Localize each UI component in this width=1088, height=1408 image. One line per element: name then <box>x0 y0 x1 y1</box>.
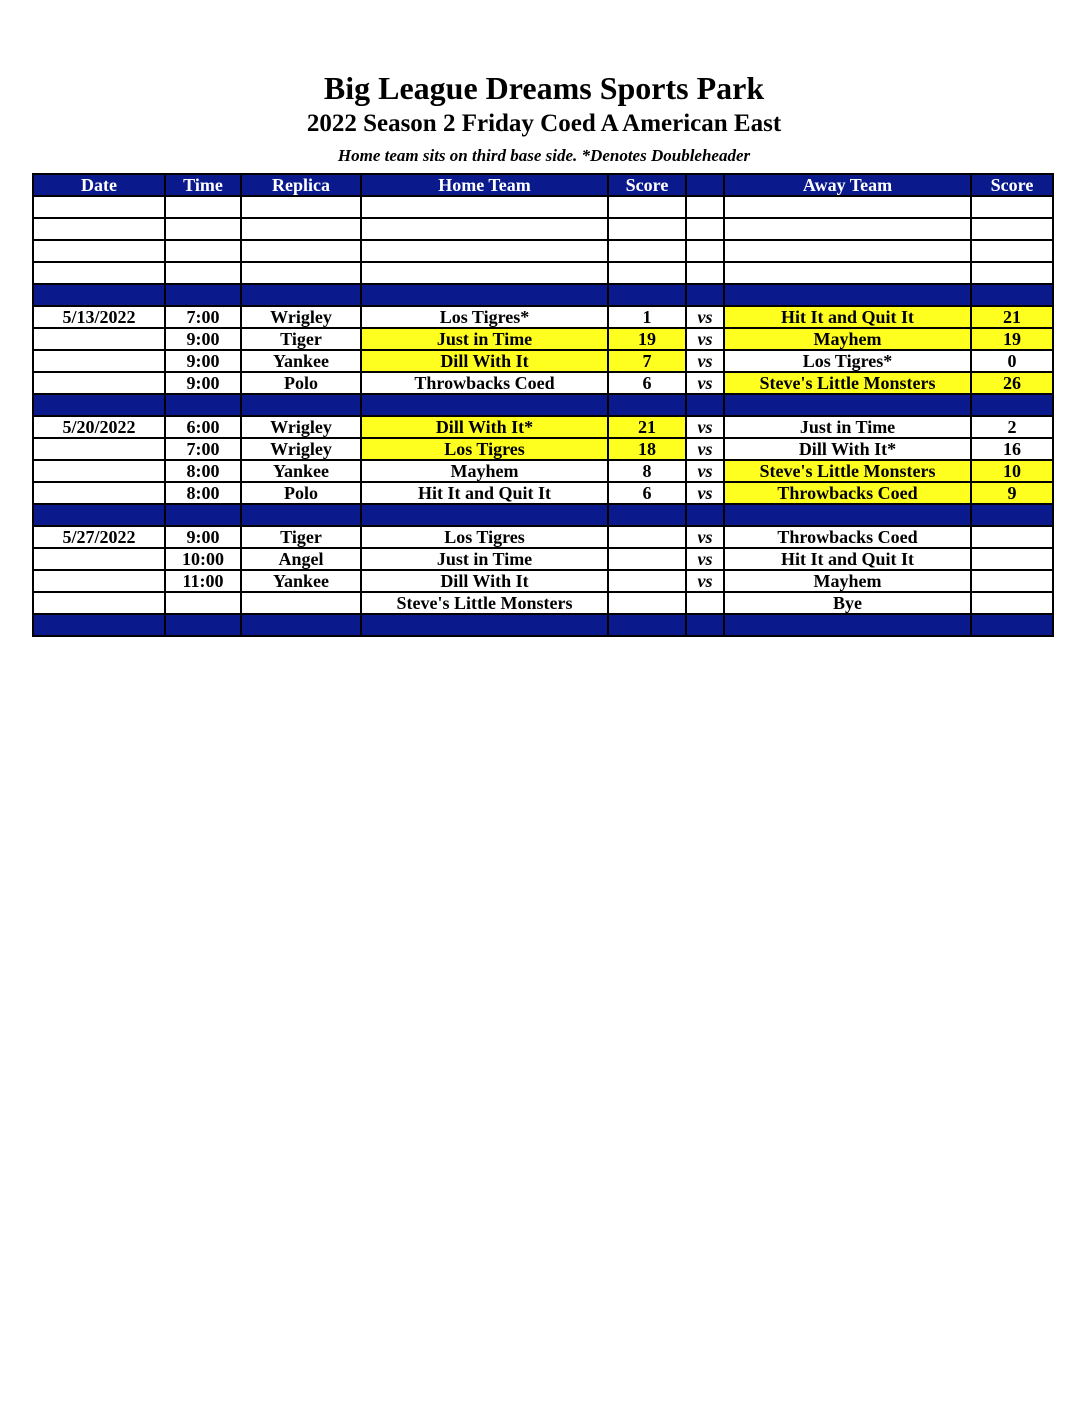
home-score-cell <box>608 196 686 218</box>
date-cell <box>33 196 165 218</box>
away-score-cell <box>971 592 1053 614</box>
time-cell: 9:00 <box>165 372 241 394</box>
replica-cell: Angel <box>241 548 361 570</box>
time-cell: 10:00 <box>165 548 241 570</box>
separator-cell <box>361 394 608 416</box>
vs-cell: vs <box>686 416 724 438</box>
away-team-cell: Bye <box>724 592 971 614</box>
page-title: Big League Dreams Sports Park <box>323 70 765 106</box>
separator-cell <box>724 394 971 416</box>
time-cell: 9:00 <box>165 328 241 350</box>
home-team-cell: Dill With It* <box>361 416 608 438</box>
home-team-cell: Dill With It <box>361 350 608 372</box>
away-team-cell: Just in Time <box>724 416 971 438</box>
time-cell: 7:00 <box>165 306 241 328</box>
game-row <box>33 306 1053 328</box>
col-header-date: Date <box>33 174 165 196</box>
away-score-cell: 16 <box>971 438 1053 460</box>
away-score-cell: 19 <box>971 328 1053 350</box>
date-cell <box>33 592 165 614</box>
time-cell: 7:00 <box>165 438 241 460</box>
time-cell: 11:00 <box>165 570 241 592</box>
separator-cell <box>971 394 1053 416</box>
away-team-cell: Throwbacks Coed <box>724 482 971 504</box>
replica-cell <box>241 262 361 284</box>
home-score-cell: 6 <box>608 372 686 394</box>
vs-cell: vs <box>686 350 724 372</box>
separator-cell <box>724 504 971 526</box>
replica-cell: Yankee <box>241 460 361 482</box>
home-team-cell: Just in Time <box>361 328 608 350</box>
time-cell <box>165 218 241 240</box>
date-cell <box>33 240 165 262</box>
col-header-home-score: Score <box>608 174 686 196</box>
vs-cell <box>686 262 724 284</box>
separator-cell <box>686 284 724 306</box>
away-team-cell <box>724 262 971 284</box>
separator-cell <box>361 614 608 636</box>
separator-cell <box>241 504 361 526</box>
date-cell <box>33 262 165 284</box>
home-team-cell: Dill With It <box>361 570 608 592</box>
vs-cell: vs <box>686 482 724 504</box>
time-cell: 8:00 <box>165 460 241 482</box>
home-team-cell: Mayhem <box>361 460 608 482</box>
separator-cell <box>686 394 724 416</box>
time-cell <box>165 592 241 614</box>
away-score-cell: 26 <box>971 372 1053 394</box>
separator-cell <box>608 284 686 306</box>
game-row <box>33 218 1053 240</box>
home-team-cell: Steve's Little Monsters <box>361 592 608 614</box>
col-header-home-team: Home Team <box>361 174 608 196</box>
time-cell <box>165 240 241 262</box>
away-team-cell: Hit It and Quit It <box>724 306 971 328</box>
home-team-cell: Los Tigres <box>361 438 608 460</box>
vs-cell: vs <box>686 328 724 350</box>
game-row <box>33 350 1053 372</box>
home-team-cell: Throwbacks Coed <box>361 372 608 394</box>
home-score-cell <box>608 262 686 284</box>
date-cell: 5/20/2022 <box>33 416 165 438</box>
replica-cell: Yankee <box>241 570 361 592</box>
schedule-table <box>32 173 1054 637</box>
time-cell <box>165 196 241 218</box>
separator-cell <box>241 394 361 416</box>
separator-cell <box>971 284 1053 306</box>
time-cell: 9:00 <box>165 526 241 548</box>
separator-cell <box>608 504 686 526</box>
away-team-cell: Throwbacks Coed <box>724 526 971 548</box>
vs-cell: vs <box>686 372 724 394</box>
date-cell <box>33 548 165 570</box>
separator-cell <box>608 394 686 416</box>
vs-cell: vs <box>686 460 724 482</box>
vs-cell: vs <box>686 526 724 548</box>
home-score-cell: 21 <box>608 416 686 438</box>
replica-cell: Tiger <box>241 526 361 548</box>
date-cell: 5/27/2022 <box>33 526 165 548</box>
away-team-cell: Mayhem <box>724 570 971 592</box>
date-cell <box>33 328 165 350</box>
schedule-note: Home team sits on third base side. *Denotes Doubleheader <box>337 146 751 165</box>
separator-cell <box>165 394 241 416</box>
away-score-cell <box>971 240 1053 262</box>
separator-cell <box>33 504 165 526</box>
separator-cell <box>241 614 361 636</box>
game-row <box>33 460 1053 482</box>
separator-cell <box>33 614 165 636</box>
home-score-cell: 18 <box>608 438 686 460</box>
separator-cell <box>724 614 971 636</box>
away-team-cell: Mayhem <box>724 328 971 350</box>
col-header-vs <box>686 174 724 196</box>
home-team-cell <box>361 218 608 240</box>
vs-cell <box>686 240 724 262</box>
schedule-body <box>33 196 1053 636</box>
replica-cell <box>241 240 361 262</box>
away-score-cell: 2 <box>971 416 1053 438</box>
away-team-cell: Steve's Little Monsters <box>724 460 971 482</box>
separator-cell <box>165 504 241 526</box>
home-team-cell: Just in Time <box>361 548 608 570</box>
away-score-cell <box>971 262 1053 284</box>
away-score-cell: 9 <box>971 482 1053 504</box>
week-separator-row <box>33 504 1053 526</box>
away-team-cell <box>724 218 971 240</box>
replica-cell <box>241 592 361 614</box>
game-row <box>33 196 1053 218</box>
replica-cell: Yankee <box>241 350 361 372</box>
game-row <box>33 240 1053 262</box>
date-cell: 5/13/2022 <box>33 306 165 328</box>
col-header-replica: Replica <box>241 174 361 196</box>
separator-cell <box>361 504 608 526</box>
home-team-cell: Los Tigres <box>361 526 608 548</box>
date-cell <box>33 570 165 592</box>
week-separator-row <box>33 394 1053 416</box>
vs-cell <box>686 218 724 240</box>
home-score-cell <box>608 240 686 262</box>
replica-cell: Tiger <box>241 328 361 350</box>
time-cell: 8:00 <box>165 482 241 504</box>
separator-cell <box>608 614 686 636</box>
game-row <box>33 482 1053 504</box>
home-score-cell: 8 <box>608 460 686 482</box>
game-row <box>33 416 1053 438</box>
separator-cell <box>686 614 724 636</box>
date-cell <box>33 350 165 372</box>
away-team-cell <box>724 196 971 218</box>
away-score-cell: 21 <box>971 306 1053 328</box>
game-row <box>33 328 1053 350</box>
game-row <box>33 548 1053 570</box>
separator-cell <box>971 504 1053 526</box>
home-team-cell: Hit It and Quit It <box>361 482 608 504</box>
vs-cell: vs <box>686 570 724 592</box>
away-team-cell: Dill With It* <box>724 438 971 460</box>
home-score-cell <box>608 592 686 614</box>
replica-cell: Polo <box>241 482 361 504</box>
date-cell <box>33 372 165 394</box>
away-score-cell: 10 <box>971 460 1053 482</box>
col-header-away-team: Away Team <box>724 174 971 196</box>
separator-cell <box>361 284 608 306</box>
vs-cell: vs <box>686 438 724 460</box>
vs-cell <box>686 196 724 218</box>
game-row <box>33 438 1053 460</box>
vs-cell: vs <box>686 306 724 328</box>
separator-cell <box>686 504 724 526</box>
season-subtitle: 2022 Season 2 Friday Coed A American East <box>306 110 782 137</box>
date-cell <box>33 438 165 460</box>
home-score-cell: 7 <box>608 350 686 372</box>
away-score-cell <box>971 570 1053 592</box>
vs-cell: vs <box>686 548 724 570</box>
date-cell <box>33 460 165 482</box>
away-team-cell: Los Tigres* <box>724 350 971 372</box>
date-cell <box>33 482 165 504</box>
time-cell: 6:00 <box>165 416 241 438</box>
separator-cell <box>33 284 165 306</box>
home-score-cell: 6 <box>608 482 686 504</box>
replica-cell: Polo <box>241 372 361 394</box>
home-score-cell <box>608 526 686 548</box>
separator-cell <box>33 394 165 416</box>
away-score-cell <box>971 548 1053 570</box>
replica-cell <box>241 196 361 218</box>
separator-cell <box>165 614 241 636</box>
separator-cell <box>971 614 1053 636</box>
replica-cell <box>241 218 361 240</box>
game-row <box>33 372 1053 394</box>
col-header-time: Time <box>165 174 241 196</box>
vs-cell <box>686 592 724 614</box>
away-score-cell <box>971 218 1053 240</box>
home-score-cell: 1 <box>608 306 686 328</box>
game-row <box>33 262 1053 284</box>
away-score-cell: 0 <box>971 350 1053 372</box>
away-team-cell: Hit It and Quit It <box>724 548 971 570</box>
away-team-cell <box>724 240 971 262</box>
home-score-cell <box>608 218 686 240</box>
header-row <box>33 174 1053 196</box>
replica-cell: Wrigley <box>241 438 361 460</box>
home-team-cell <box>361 196 608 218</box>
home-score-cell <box>608 570 686 592</box>
game-row <box>33 526 1053 548</box>
game-row <box>33 592 1053 614</box>
time-cell: 9:00 <box>165 350 241 372</box>
home-score-cell <box>608 548 686 570</box>
game-row <box>33 570 1053 592</box>
col-header-away-score: Score <box>971 174 1053 196</box>
separator-cell <box>724 284 971 306</box>
week-separator-row <box>33 284 1053 306</box>
home-score-cell: 19 <box>608 328 686 350</box>
week-separator-row <box>33 614 1053 636</box>
date-cell <box>33 218 165 240</box>
away-score-cell <box>971 526 1053 548</box>
separator-cell <box>165 284 241 306</box>
home-team-cell: Los Tigres* <box>361 306 608 328</box>
replica-cell: Wrigley <box>241 306 361 328</box>
away-team-cell: Steve's Little Monsters <box>724 372 971 394</box>
replica-cell: Wrigley <box>241 416 361 438</box>
time-cell <box>165 262 241 284</box>
home-team-cell <box>361 240 608 262</box>
away-score-cell <box>971 196 1053 218</box>
separator-cell <box>241 284 361 306</box>
home-team-cell <box>361 262 608 284</box>
